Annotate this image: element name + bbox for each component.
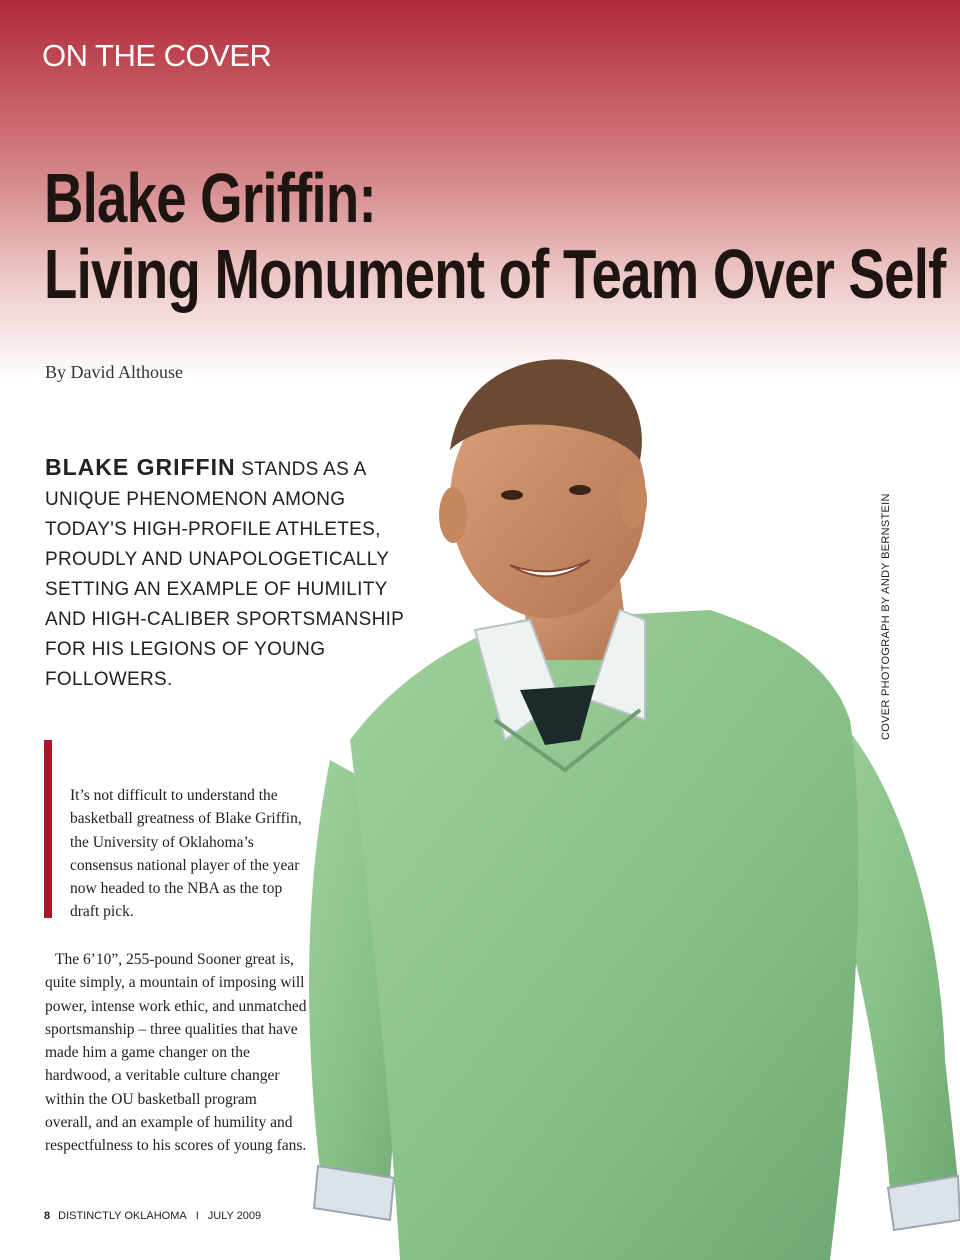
photo-credit: COVER PHOTOGRAPH BY ANDY BERNSTEIN <box>880 493 892 740</box>
left-ear <box>439 487 467 543</box>
body-text: The 6’10”, 255-pound Sooner great is, quite simply, a mountain of imposing will power, intense work ethic, and unmatched sportsmanship – three qualities that have made him a game changer on the hardwood, a veritable culture changer within the OU basketball program overall, and an example of humility and respectfulness to his scores of young fans. <box>45 951 307 1155</box>
right-eye <box>569 485 591 495</box>
byline: By David Althouse <box>45 362 183 382</box>
footer-separator: I <box>195 1210 199 1222</box>
pull-quote: It’s not difficult to understand the basketball greatness of Blake Griffin, the University of Oklahoma’s consensus national player of the year now headed to the NBA as the top draft pick. <box>70 787 302 921</box>
left-eye <box>501 490 523 500</box>
page-number: 8 <box>44 1210 51 1222</box>
sweater <box>350 610 858 1260</box>
lede-name: BLAKE GRIFFIN <box>45 454 236 480</box>
body-paragraph <box>45 948 307 1158</box>
headline-line-1: Blake Griffin: <box>44 159 376 237</box>
headline <box>44 160 946 312</box>
issue-date: JULY 2009 <box>207 1210 262 1222</box>
section-label: ON THE COVER <box>42 38 272 73</box>
publication-name: DISTINCTLY OKLAHOMA <box>58 1210 187 1222</box>
headline-line-2: Living Monument of Team Over Self <box>44 235 946 313</box>
lede-text: STANDS AS A UNIQUE PHENOMENON AMONG TODAY'S HIGH-PROFILE ATHLETES, PROUDLY AND UNAPOLOGETICALLY SETTING AN EXAMPLE OF HUMILITY AND HIGH-CALIBER SPORTSMANSHIP FOR HIS LEGIONS OF YOUNG FOLLOWERS. <box>45 459 404 690</box>
lede-paragraph <box>45 452 405 695</box>
right-ear <box>619 472 647 528</box>
pull-quote-accent-bar <box>44 740 52 918</box>
page-footer <box>44 1210 261 1222</box>
